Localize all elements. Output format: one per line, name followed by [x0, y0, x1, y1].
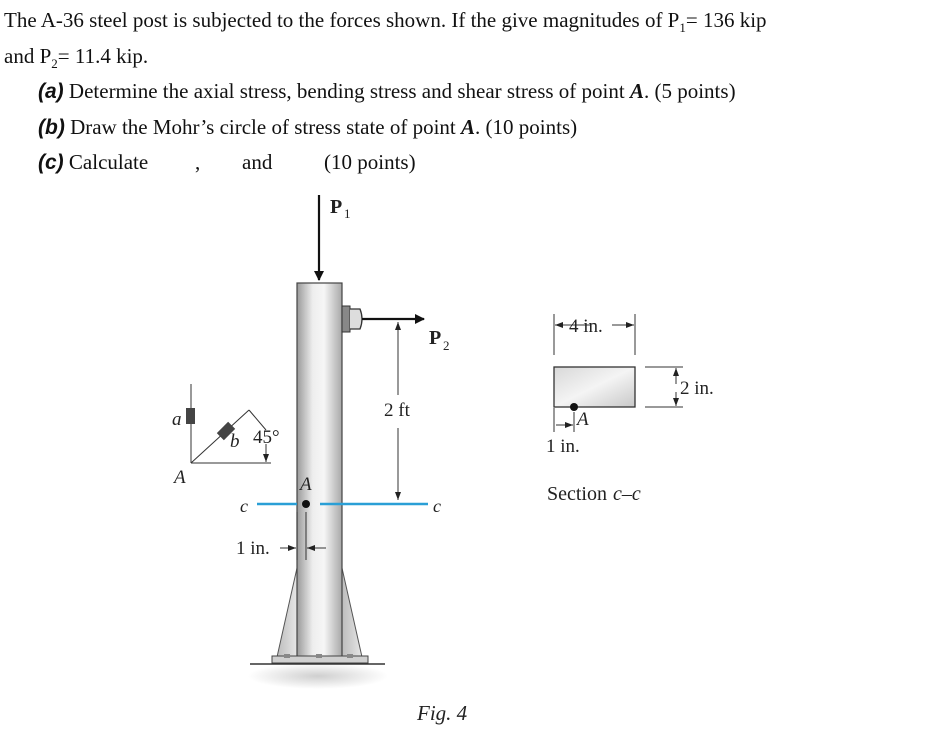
bolt-3: [347, 654, 353, 658]
line1-text: The A-36 steel post is subjected to the forces shown. If the give magnitudes of P: [4, 8, 680, 32]
part-a-tail: . (5 points): [643, 79, 736, 103]
bolt-1: [284, 654, 290, 658]
sec-A-label: A: [577, 409, 589, 430]
line2-text: and P: [4, 44, 52, 68]
elem-diagonal: [191, 410, 249, 463]
section-caption-word: Section: [547, 483, 607, 505]
part-b-point: A: [461, 115, 476, 139]
p1-label: P: [330, 196, 343, 218]
dim-2ft-label: 2 ft: [384, 400, 410, 421]
bracket-plate: [342, 306, 350, 332]
part-c-label: (c): [38, 151, 64, 174]
section-caption-cc: c–c: [613, 483, 641, 505]
part-c-comma: ,: [195, 150, 201, 174]
p1-subscript: 1: [679, 20, 686, 36]
sec-2in-label: 2 in.: [680, 378, 714, 399]
bracket-clevis: [350, 309, 362, 329]
sec-4in-label: 4 in.: [569, 316, 603, 337]
part-c-tail: (10 points): [324, 150, 416, 174]
right-gusset: [342, 568, 362, 657]
part-c-and: and: [242, 150, 273, 174]
bolt-2: [316, 654, 322, 658]
section-caption: [547, 483, 641, 505]
elem-angle-label: 45°: [253, 427, 280, 448]
sec-1in-label: 1 in.: [546, 436, 580, 457]
part-b-tail: . (10 points): [475, 115, 578, 139]
part-a-text: Determine the axial stress, bending stress and shear stress of point: [63, 79, 630, 103]
elem-a-block: [186, 408, 195, 424]
dim-1in-post-label: 1 in.: [236, 538, 270, 559]
part-b-text: Draw the Mohr’s circle of stress state of point: [64, 115, 462, 139]
p2-subscript: 2: [51, 56, 58, 72]
figure-caption: Fig. 4: [417, 701, 468, 725]
part-a-label: (a): [38, 80, 64, 103]
p2-value: = 11.4 kip.: [57, 44, 149, 68]
section-c-right: c: [433, 496, 441, 516]
point-a-post-label: A: [300, 474, 312, 495]
part-a-point: A: [629, 79, 644, 103]
p2-label: P: [429, 327, 442, 349]
p2-sub: 2: [443, 338, 450, 353]
steel-post: [297, 283, 342, 658]
left-gusset: [277, 568, 297, 657]
part-c-text: Calculate: [63, 150, 149, 174]
elem-A-label: A: [174, 467, 186, 488]
cross-section: [554, 367, 635, 407]
elem-b-label: b: [230, 431, 240, 452]
p1-value: = 136 kip: [685, 8, 767, 32]
section-c-left: c: [240, 496, 248, 516]
part-b-label: (b): [38, 116, 65, 139]
elem-a-label: a: [172, 409, 182, 430]
p1-sub: 1: [344, 206, 351, 221]
ground-shadow: [248, 663, 388, 689]
point-a-post: [302, 500, 310, 508]
